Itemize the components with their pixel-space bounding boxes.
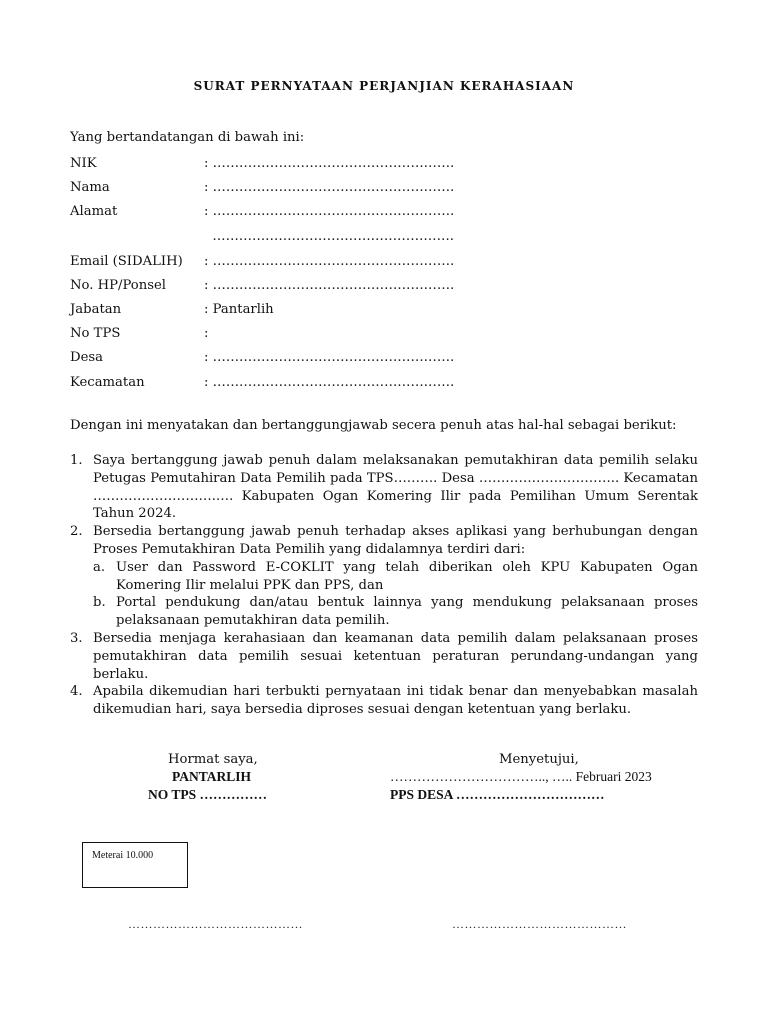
statement-list bbox=[70, 452, 698, 719]
item-text: Bersedia menjaga kerahasiaan dan keamanan data pemilih dalam pelaksanaan proses pemutakhiran data pemilih sesuai ketentuan peraturan perundang-undangan yang berlaku. bbox=[93, 630, 698, 682]
field-kecamatan bbox=[70, 375, 454, 395]
field-label: Desa bbox=[70, 350, 104, 365]
item-text: Apabila dikemudian hari terbukti pernyataan ini tidak benar dan menyebabkan masalah dikemudian hari, saya bersedia diproses sesuai dengan ketentuan yang berlaku. bbox=[93, 684, 698, 718]
intro-text: Yang bertandatangan di bawah ini: bbox=[70, 130, 305, 145]
field-nik bbox=[70, 156, 454, 176]
list-item bbox=[70, 683, 698, 719]
item-number: 3. bbox=[70, 630, 83, 646]
field-desa bbox=[70, 350, 454, 370]
field-label: Alamat bbox=[70, 204, 118, 219]
field-email bbox=[70, 254, 454, 274]
field-value: : ………………………………………………. bbox=[204, 156, 455, 171]
list-item bbox=[70, 523, 698, 630]
field-phone bbox=[70, 278, 454, 298]
field-value: : ………………………………………………. bbox=[204, 180, 455, 195]
subitem-text: Portal pendukung dan/atau bentuk lainnya yang mendukung pelaksanaan proses pelaksanaan pemutakhiran data pemilih. bbox=[116, 595, 698, 629]
right-date: …………………………….., ….. Februari 2023 bbox=[390, 769, 652, 784]
left-signature-line: …………………………………… bbox=[128, 917, 303, 931]
stamp-box bbox=[82, 842, 188, 888]
right-pps: PPS DESA …………………………… bbox=[390, 787, 605, 802]
field-label: NIK bbox=[70, 156, 97, 171]
field-no-tps bbox=[70, 326, 208, 346]
subitem-letter: b. bbox=[93, 595, 106, 611]
field-label: No. HP/Ponsel bbox=[70, 278, 167, 293]
field-value: : ………………………………………………. bbox=[204, 375, 455, 390]
list-item bbox=[70, 630, 698, 683]
item-number: 4. bbox=[70, 684, 83, 700]
right-greeting: Menyetujui, bbox=[499, 752, 579, 767]
field-label: Email (SIDALIH) bbox=[70, 254, 183, 269]
left-role: PANTARLIH bbox=[172, 769, 252, 784]
field-label: Jabatan bbox=[70, 302, 122, 317]
document-title: SURAT PERNYATAAN PERJANJIAN KERAHASIAAN bbox=[193, 79, 575, 93]
subitem-text: User dan Password E-COKLIT yang telah diberikan oleh KPU Kabupaten Ogan Komering Ilir melalui PPK dan PPS, dan bbox=[116, 559, 698, 593]
sub-list-item bbox=[93, 594, 698, 630]
item-number: 1. bbox=[70, 453, 83, 468]
field-jabatan bbox=[70, 302, 274, 322]
list-item bbox=[70, 452, 698, 523]
item-text: Bersedia bertanggung jawab penuh terhadap akses aplikasi yang berhubungan dengan Proses Pemutakhiran Data Pemilih yang didalamnya terdiri dari: bbox=[93, 524, 698, 557]
left-tps: NO TPS …………… bbox=[148, 787, 268, 802]
field-label: Kecamatan bbox=[70, 375, 145, 390]
right-signature-line: …………………………………… bbox=[452, 917, 627, 931]
stamp-label: Meterai 10.000 bbox=[92, 850, 154, 861]
field-label: No TPS bbox=[70, 326, 121, 341]
left-greeting: Hormat saya, bbox=[168, 752, 258, 767]
field-value: : ………………………………………………. bbox=[204, 204, 455, 219]
statement-paragraph: Dengan ini menyatakan dan bertanggungjawab secera penuh atas hal-hal sebagai berikut: bbox=[70, 418, 677, 433]
item-number: 2. bbox=[70, 524, 83, 540]
field-value: : bbox=[204, 326, 209, 341]
field-value: : Pantarlih bbox=[204, 302, 274, 317]
field-alamat bbox=[70, 204, 454, 224]
field-value: : ………………………………………………. bbox=[204, 254, 455, 269]
field-nama bbox=[70, 180, 454, 200]
sub-list-item bbox=[93, 559, 698, 595]
field-value: : ………………………………………………. bbox=[204, 278, 455, 293]
field-value: : ………………………………………………. bbox=[204, 350, 455, 365]
item-text: Saya bertanggung jawab penuh dalam melaksanakan pemutakhiran data pemilih selaku Petugas Pemutahiran Data Pemilih pada TPS………. Desa ………………………….. Kecamatan ……………………….…. Kabupaten Ogan Komering Ilir pada Pemilihan Umum Serentak Tahun 2024. bbox=[93, 453, 698, 522]
field-alamat-continued bbox=[70, 229, 454, 249]
subitem-letter: a. bbox=[93, 559, 106, 575]
field-label: Nama bbox=[70, 180, 110, 195]
field-value: ………………………………………………. bbox=[204, 229, 454, 244]
